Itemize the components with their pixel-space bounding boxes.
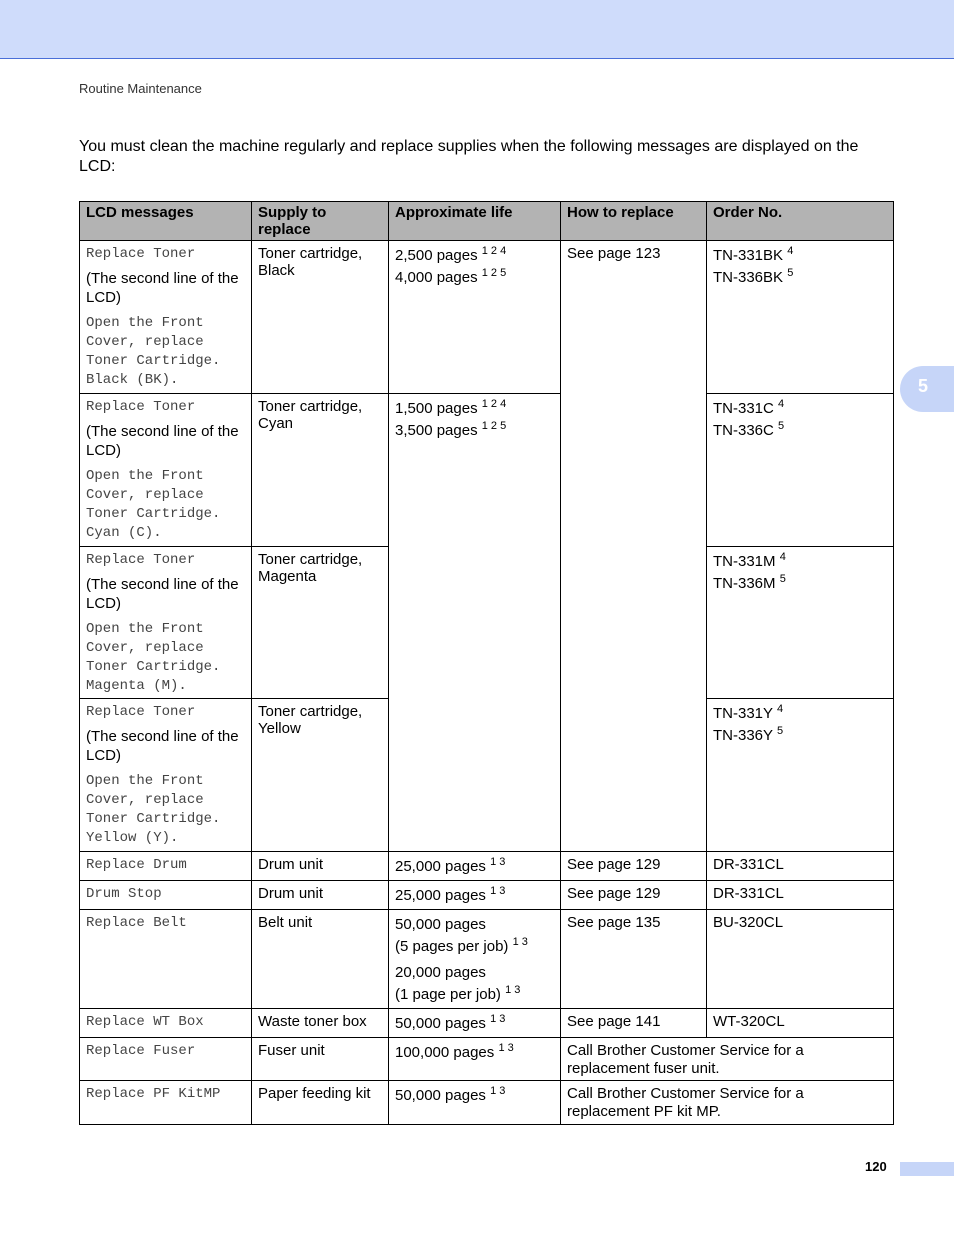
page-number: 120 — [865, 1159, 887, 1174]
col-how: How to replace — [561, 202, 707, 241]
supply-cell: Waste toner box — [252, 1009, 389, 1038]
life-value: 25,000 pages — [395, 858, 486, 875]
lcd-note: (The second line of the LCD) — [86, 728, 239, 764]
order-number: TN-336C — [713, 422, 774, 439]
footnote-ref: 1 2 4 — [481, 245, 507, 257]
order-cell: WT-320CL — [707, 1009, 894, 1038]
lcd-message: Replace Belt — [86, 915, 187, 931]
how-cell: See page 129 — [561, 852, 707, 881]
order-cell: DR-331CL — [707, 881, 894, 910]
life-value: 100,000 pages — [395, 1044, 495, 1061]
intro-paragraph: You must clean the machine regularly and replace supplies when the following messages are displayed on the LCD: — [79, 138, 859, 175]
life-value: 50,000 pages — [395, 916, 486, 933]
lcd-cell — [80, 1081, 252, 1125]
how-cell — [561, 1081, 894, 1125]
col-order: Order No. — [707, 202, 894, 241]
lcd-note: (The second line of the LCD) — [86, 576, 239, 612]
footnote-ref: 4 — [787, 245, 794, 257]
lcd-detail: Open the Front Cover, replace Toner Cartridge. Yellow (Y). — [86, 773, 221, 846]
order-cell: DR-331CL — [707, 852, 894, 881]
footnote-ref: 4 — [776, 703, 784, 715]
lcd-detail: Open the Front Cover, replace Toner Cartridge. Cyan (C). — [86, 468, 221, 541]
chapter-number: 5 — [918, 376, 929, 396]
lcd-cell — [80, 394, 252, 547]
how-cell — [561, 1038, 894, 1081]
how-cell: See page 135 — [561, 910, 707, 1009]
life-cell — [389, 910, 561, 1009]
life-condition: (5 pages per job) — [395, 938, 509, 955]
table-header-row — [80, 202, 894, 241]
table-row — [80, 394, 894, 547]
col-supply: Supply to replace — [252, 202, 389, 241]
lcd-note: (The second line of the LCD) — [86, 423, 239, 459]
life-value: 20,000 pages — [395, 964, 486, 981]
col-lcd-messages: LCD messages — [80, 202, 252, 241]
footnote-ref: 1 3 — [505, 984, 521, 996]
life-cell — [389, 1009, 561, 1038]
supply-cell: Drum unit — [252, 852, 389, 881]
order-cell — [707, 394, 894, 547]
lcd-cell — [80, 1009, 252, 1038]
col-life: Approximate life — [389, 202, 561, 241]
lcd-message: Replace Toner — [86, 704, 196, 720]
life-value: 4,000 pages — [395, 269, 478, 286]
footnote-ref: 5 — [779, 573, 786, 585]
footnote-ref: 5 — [787, 267, 794, 279]
life-value: 1,500 pages — [395, 400, 478, 417]
order-number: TN-336BK — [713, 269, 784, 286]
lcd-cell — [80, 852, 252, 881]
life-cell — [389, 394, 561, 852]
footnote-ref: 4 — [779, 551, 786, 563]
order-cell: BU-320CL — [707, 910, 894, 1009]
order-number: TN-336Y — [713, 727, 773, 744]
footnote-ref: 1 3 — [490, 1085, 506, 1097]
order-number: TN-331BK — [713, 247, 784, 264]
lcd-cell — [80, 547, 252, 699]
footnote-ref: 5 — [776, 725, 784, 737]
supplies-table — [79, 201, 894, 1125]
footnote-ref: 1 3 — [490, 856, 506, 868]
life-value: 50,000 pages — [395, 1015, 486, 1032]
life-cell — [389, 1038, 561, 1081]
table-row — [80, 910, 894, 1009]
lcd-message: Replace Toner — [86, 552, 196, 568]
footnote-ref: 1 2 4 — [481, 398, 507, 410]
life-cell — [389, 241, 561, 394]
footer-bar — [900, 1162, 954, 1176]
order-number: TN-331C — [713, 400, 774, 417]
order-number: TN-331Y — [713, 705, 773, 722]
order-number: TN-336M — [713, 575, 776, 592]
lcd-message: Replace Toner — [86, 246, 196, 262]
supply-cell: Paper feeding kit — [252, 1081, 389, 1125]
table-row — [80, 881, 894, 910]
how-cell: See page 123 — [561, 241, 707, 852]
order-cell — [707, 241, 894, 394]
supply-cell: Fuser unit — [252, 1038, 389, 1081]
lcd-message: Replace Toner — [86, 399, 196, 415]
lcd-cell — [80, 241, 252, 394]
supply-cell: Toner cartridge, Black — [252, 241, 389, 394]
lcd-cell — [80, 881, 252, 910]
order-number: TN-331M — [713, 553, 776, 570]
footnote-ref: 1 3 — [498, 1042, 514, 1054]
lcd-cell — [80, 1038, 252, 1081]
life-value: 50,000 pages — [395, 1087, 486, 1104]
footnote-ref: 1 3 — [490, 1013, 506, 1025]
running-header: Routine Maintenance — [79, 81, 202, 96]
how-text: Call Brother Customer Service for a replacement PF kit MP. — [567, 1085, 804, 1120]
lcd-message: Replace WT Box — [86, 1014, 204, 1030]
supply-cell: Drum unit — [252, 881, 389, 910]
lcd-cell — [80, 699, 252, 852]
how-cell: See page 129 — [561, 881, 707, 910]
footnote-ref: 5 — [778, 420, 785, 432]
supply-cell: Toner cartridge, Magenta — [252, 547, 389, 699]
table-row — [80, 1038, 894, 1081]
how-cell: See page 141 — [561, 1009, 707, 1038]
life-cell — [389, 852, 561, 881]
lcd-message: Replace PF KitMP — [86, 1086, 221, 1102]
lcd-detail: Open the Front Cover, replace Toner Cartridge. Magenta (M). — [86, 621, 221, 694]
order-cell — [707, 547, 894, 699]
lcd-message: Replace Drum — [86, 857, 187, 873]
table-row — [80, 241, 894, 394]
order-cell — [707, 699, 894, 852]
lcd-detail: Open the Front Cover, replace Toner Cartridge. Black (BK). — [86, 315, 221, 388]
life-value: 25,000 pages — [395, 887, 486, 904]
life-cell — [389, 1081, 561, 1125]
life-cell — [389, 881, 561, 910]
how-text: Call Brother Customer Service for a replacement fuser unit. — [567, 1042, 804, 1077]
life-value: 2,500 pages — [395, 247, 478, 264]
footnote-ref: 1 2 5 — [481, 267, 507, 279]
supply-cell: Belt unit — [252, 910, 389, 1009]
chapter-tab[interactable] — [900, 366, 954, 412]
lcd-note: (The second line of the LCD) — [86, 270, 239, 306]
supply-cell: Toner cartridge, Yellow — [252, 699, 389, 852]
lcd-message: Drum Stop — [86, 886, 162, 902]
footnote-ref: 4 — [778, 398, 785, 410]
footnote-ref: 1 3 — [512, 936, 528, 948]
life-condition: (1 page per job) — [395, 986, 501, 1003]
footnote-ref: 1 2 5 — [481, 420, 507, 432]
lcd-cell — [80, 910, 252, 1009]
header-band — [0, 0, 954, 59]
supply-cell: Toner cartridge, Cyan — [252, 394, 389, 547]
table-row — [80, 1081, 894, 1125]
table-row — [80, 1009, 894, 1038]
lcd-message: Replace Fuser — [86, 1043, 196, 1059]
footnote-ref: 1 3 — [490, 885, 506, 897]
life-value: 3,500 pages — [395, 422, 478, 439]
table-row — [80, 852, 894, 881]
